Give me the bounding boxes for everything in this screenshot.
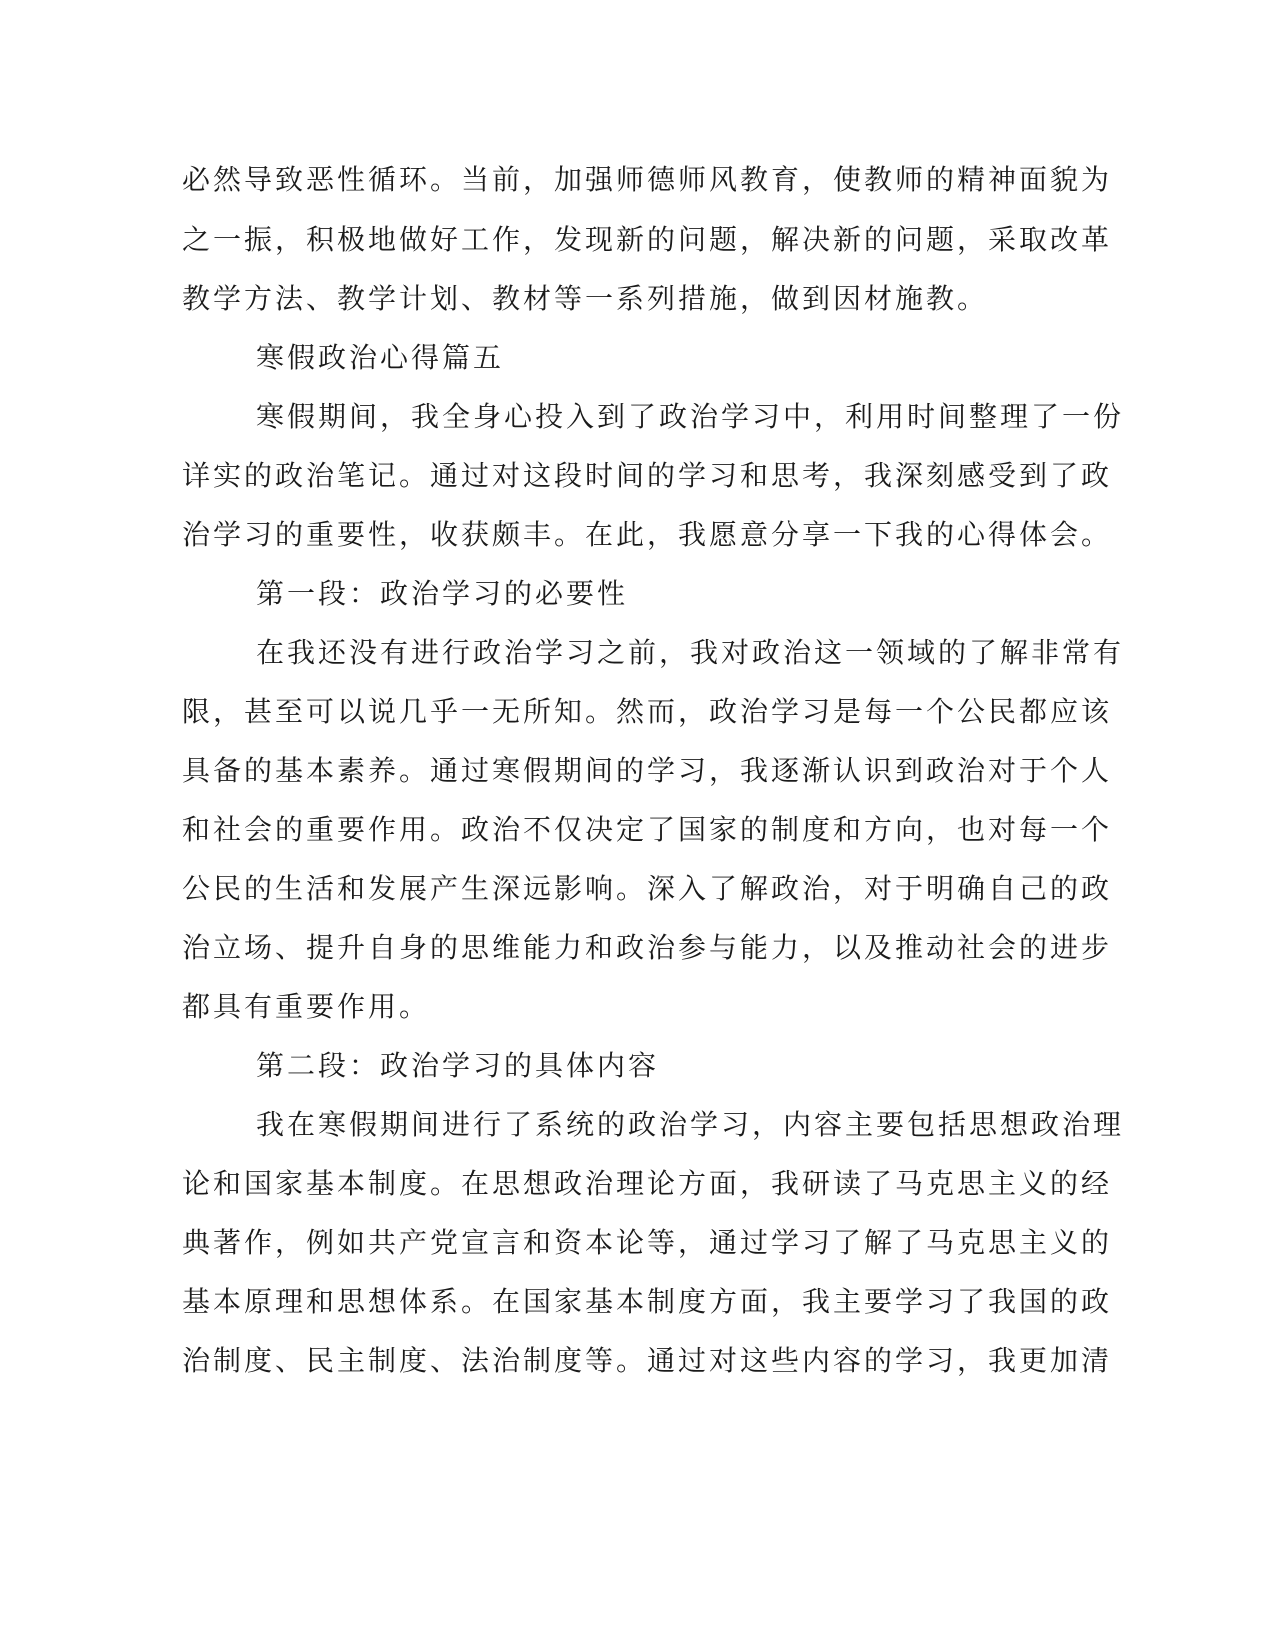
body-text-line: 限，甚至可以说几乎一无所知。然而，政治学习是每一个公民都应该 bbox=[182, 695, 1113, 728]
body-text-line: 论和国家基本制度。在思想政治理论方面，我研读了马克思主义的经 bbox=[182, 1167, 1113, 1200]
body-text-line: 都具有重要作用。 bbox=[182, 990, 431, 1023]
section-heading: 寒假政治心得篇五 bbox=[256, 341, 505, 374]
body-text-line: 基本原理和思想体系。在国家基本制度方面，我主要学习了我国的政 bbox=[182, 1285, 1113, 1318]
body-text-line: 我在寒假期间进行了系统的政治学习，内容主要包括思想政治理 bbox=[256, 1108, 1125, 1141]
body-text-line: 典著作，例如共产党宣言和资本论等，通过学习了解了马克思主义的 bbox=[182, 1226, 1113, 1259]
body-text-line: 公民的生活和发展产生深远影响。深入了解政治，对于明确自己的政 bbox=[182, 872, 1113, 905]
body-text-line: 治制度、民主制度、法治制度等。通过对这些内容的学习，我更加清 bbox=[182, 1344, 1113, 1377]
section-heading: 第二段：政治学习的具体内容 bbox=[256, 1049, 660, 1082]
body-text-line: 教学方法、教学计划、教材等一系列措施，做到因材施教。 bbox=[182, 282, 989, 315]
body-text-line: 在我还没有进行政治学习之前，我对政治这一领域的了解非常有 bbox=[256, 636, 1125, 669]
body-text-line: 治学习的重要性，收获颇丰。在此，我愿意分享一下我的心得体会。 bbox=[182, 518, 1113, 551]
body-text-line: 具备的基本素养。通过寒假期间的学习，我逐渐认识到政治对于个人 bbox=[182, 754, 1113, 787]
body-text-line: 和社会的重要作用。政治不仅决定了国家的制度和方向，也对每一个 bbox=[182, 813, 1113, 846]
body-text-line: 寒假期间，我全身心投入到了政治学习中，利用时间整理了一份 bbox=[256, 400, 1125, 433]
body-text-line: 必然导致恶性循环。当前，加强师德师风教育，使教师的精神面貌为 bbox=[182, 163, 1113, 196]
body-text-line: 详实的政治笔记。通过对这段时间的学习和思考，我深刻感受到了政 bbox=[182, 459, 1113, 492]
body-text-line: 治立场、提升自身的思维能力和政治参与能力，以及推动社会的进步 bbox=[182, 931, 1113, 964]
body-text-line: 之一振，积极地做好工作，发现新的问题，解决新的问题，采取改革 bbox=[182, 223, 1113, 256]
section-heading: 第一段：政治学习的必要性 bbox=[256, 577, 629, 610]
